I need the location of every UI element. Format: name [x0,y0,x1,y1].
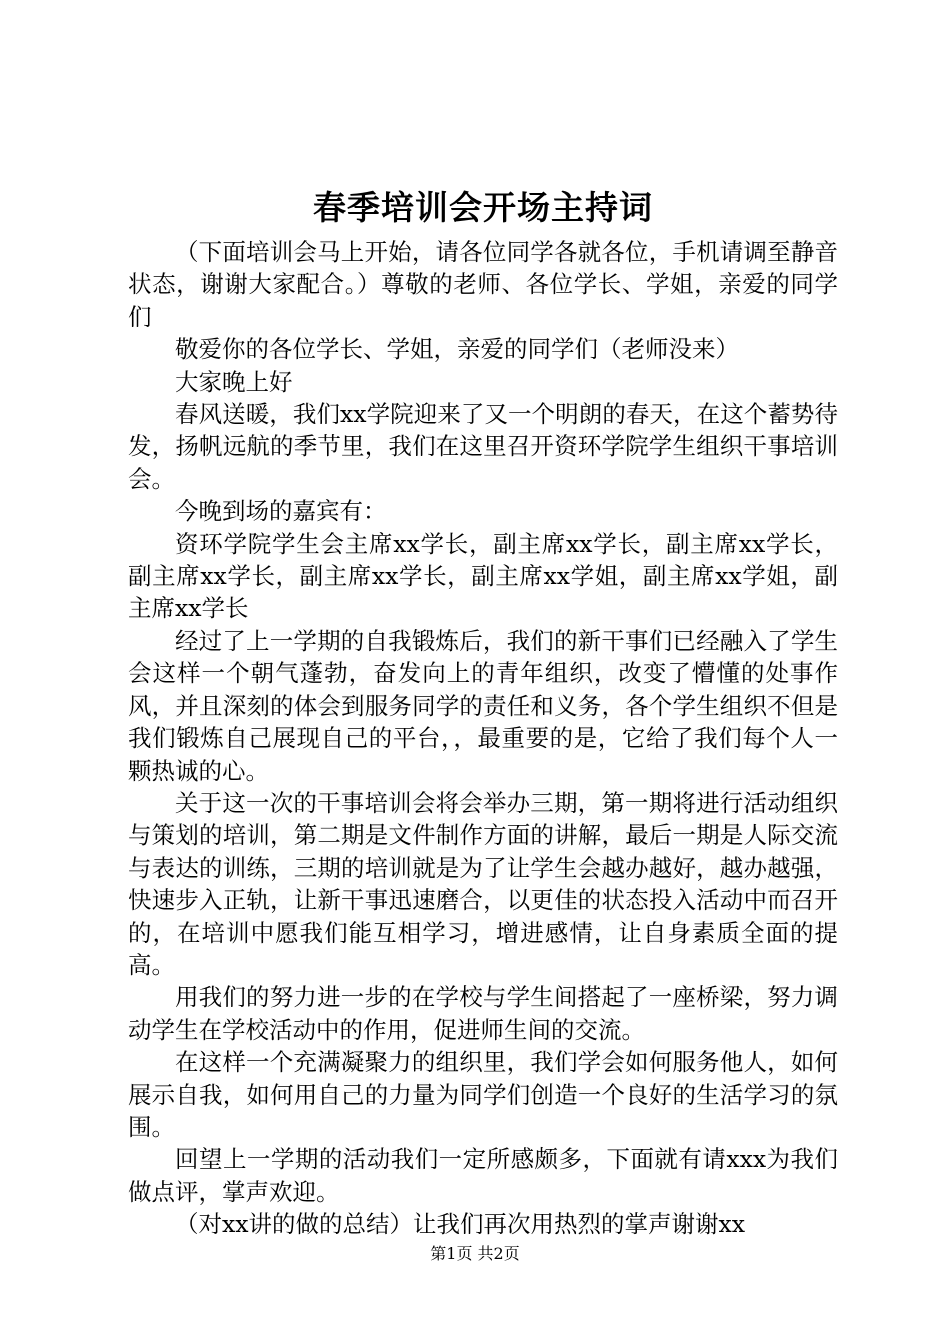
document-page [128,0,838,1344]
paragraph: 资环学院学生会主席xx学长，副主席xx学长，副主席xx学长，副主席xx学长，副主席xx学长，副主席xx学姐，副主席xx学姐，副主席xx学长 [128,529,838,623]
paragraph: 回望上一学期的活动我们一定所感颇多，下面就有请xxx为我们做点评，掌声欢迎。 [128,1145,838,1206]
paragraph: （下面培训会马上开始，请各位同学各就各位，手机请调至静音状态，谢谢大家配合。）尊敬的老师、各位学长、学姐，亲爱的同学们 [128,238,838,331]
paragraph: 大家晚上好 [175,367,293,396]
paragraph: 经过了上一学期的自我锻炼后，我们的新干事们已经融入了学生会这样一个朝气蓬勃，奋发向上的青年组织，改变了懵懂的处事作风，并且深刻的体会到服务同学的责任和义务，各个学生组织不但是我们锻炼自己展现自己的平台，，最重要的是，它给了我们每个人一颗热诚的心。 [128,626,838,785]
paragraph: 敬爱你的各位学长、学姐，亲爱的同学们（老师没来） [175,335,739,364]
page-number: 第1页 共2页 [430,1244,520,1263]
paragraph: 春风送暖，我们xx学院迎来了又一个明朗的春天，在这个蓄势待发，扬帆远航的季节里，我们在这里召开资环学院学生组织干事培训会。 [128,400,838,493]
document-title: 春季培训会开场主持词 [313,188,653,227]
page-footer [0,1243,950,1265]
paragraph: 用我们的努力进一步的在学校与学生间搭起了一座桥梁，努力调动学生在学校活动中的作用，促进师生间的交流。 [128,983,838,1044]
paragraph: 在这样一个充满凝聚力的组织里，我们学会如何服务他人，如何展示自我，如何用自己的力量为同学们创造一个良好的生活学习的氛围。 [128,1048,838,1141]
paragraph: 今晚到场的嘉宾有： [175,497,387,526]
document-body [128,236,838,1241]
paragraph: 关于这一次的干事培训会将会举办三期，第一期将进行活动组织与策划的培训，第二期是文件制作方面的讲解，最后一期是人际交流与表达的训练，三期的培训就是为了让学生会越办越好，越办越强，快速步入正轨，让新干事迅速磨合，以更佳的状态投入活动中而召开的，在培训中愿我们能互相学习，增进感情，让自身素质全面的提高。 [128,788,838,979]
paragraph: （对xx讲的做的总结）让我们再次用热烈的掌声谢谢xx [175,1210,746,1239]
